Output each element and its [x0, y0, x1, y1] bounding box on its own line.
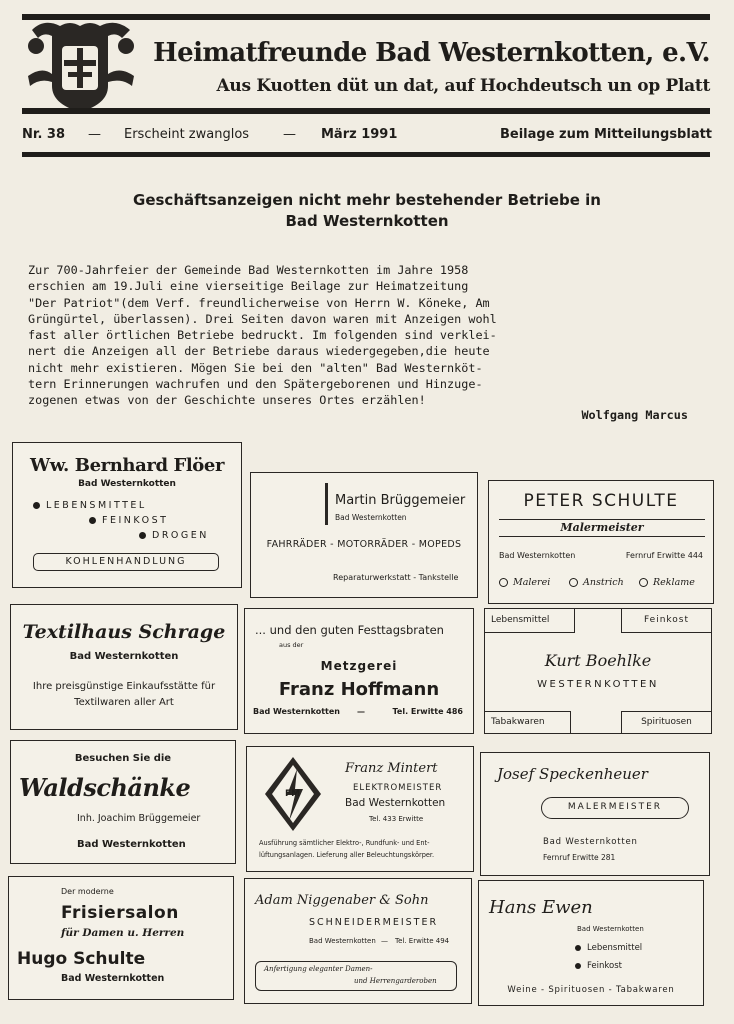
ad-business-name: Textilhaus Schrage — [22, 621, 226, 643]
ad-box-line: Anfertigung eleganter Damen- — [264, 965, 373, 973]
ad-trade: Metzgerei — [320, 659, 398, 673]
ad-place: Bad Westernkotten — [499, 551, 576, 560]
intro-line: Zur 700-Jahrfeier der Gemeinde Bad Westernkotten im Jahre 1958 — [28, 263, 469, 277]
logo-letters: FM — [285, 789, 301, 799]
ad-phone: Tel. 433 Erwitte — [369, 815, 424, 823]
ad-business-name: Hans Ewen — [489, 897, 593, 918]
ad-phone: Fernruf Erwitte 444 — [625, 551, 703, 560]
appearance-note: Erscheint zwanglos — [124, 127, 250, 142]
newsletter-subtitle: Aus Kuotten düt un dat, auf Hochdeutsch un op Platt — [216, 76, 710, 96]
ad-line: Ihre preisgünstige Einkaufsstätte für — [32, 681, 216, 692]
ad-place: Bad Westernkotten — [309, 937, 376, 945]
ad-corner-label: Tabakwaren — [485, 711, 571, 733]
intro-line: fast aller örtlichen Betriebe bedruckt. Im folgenden sind verklei- — [28, 328, 497, 343]
article-heading — [80, 190, 654, 232]
intro-line: erschien am 19.Juli eine vierseitige Beilage zur Heimatzeitung — [28, 279, 469, 294]
ad-place: Bad Westernkotten — [61, 973, 165, 984]
ad-place: Bad Westernkotten — [69, 651, 179, 662]
issue-number: Nr. 38 — [22, 127, 65, 142]
ad-line: Ausführung sämtlicher Elektro-, Rundfunk- und Ent- — [259, 839, 430, 847]
ad-business-name: Kurt Boehlke — [544, 651, 652, 670]
masthead-bottom-rule — [22, 108, 710, 114]
ad-divider — [325, 483, 328, 525]
ad-mintert — [246, 746, 474, 872]
heading-line: Geschäftsanzeigen nicht mehr bestehender Betriebe in — [133, 191, 601, 209]
circle-icon — [639, 578, 648, 587]
intro-line: Grüngürtel, überlassen). Drei Seiten davon waren mit Anzeigen wohl — [28, 311, 497, 326]
ad-item: LEBENSMITTEL — [33, 500, 147, 511]
info-rule — [22, 152, 710, 157]
intro-line: nert die Anzeigen all der Betriebe daraus wiedergegeben,die heute — [28, 344, 490, 359]
circle-icon — [569, 578, 578, 587]
ad-phone: Fernruf Erwitte 281 — [543, 853, 616, 862]
ad-business-name: Franz Hoffmann — [278, 679, 440, 700]
ad-phone: Tel. Erwitte 494 — [395, 937, 450, 945]
ad-item: Feinkost — [575, 961, 622, 971]
ad-brueggemeier — [250, 472, 478, 598]
ad-trade: ELEKTROMEISTER — [353, 783, 443, 793]
ad-item: Lebensmittel — [575, 943, 642, 953]
ad-business-name: Frisiersalon — [61, 903, 179, 923]
intro-line: nicht mehr existieren. Mögen Sie bei den "alten" Bad Westernköt- — [28, 360, 483, 375]
ad-box-line: und Herrengarderoben — [354, 977, 437, 985]
intro-line: "Der Patriot"(dem Verf. freundlicherweise von Herrn W. Köneke, Am — [28, 295, 490, 310]
info-separator: — — [283, 127, 296, 142]
ad-footer: Reparaturwerkstatt - Tankstelle — [333, 573, 459, 582]
info-separator: — — [88, 127, 101, 142]
ad-box — [255, 961, 457, 991]
ad-phone: Tel. Erwitte 486 — [392, 707, 463, 716]
ad-line: Textilwaren aller Art — [74, 697, 174, 708]
ad-schrage — [10, 604, 238, 730]
circle-icon — [499, 578, 508, 587]
ad-speckenheuer — [480, 752, 710, 876]
ad-corner-label: Spirituosen — [621, 711, 711, 733]
ad-item: DROGEN — [139, 530, 209, 541]
ad-business-name: Waldschänke — [19, 773, 191, 802]
ad-line: lüftungsanlagen. Lieferung aller Beleuchtungskörper. — [259, 851, 435, 859]
ad-separator: — — [357, 707, 365, 716]
heading-line: Bad Westernkotten — [285, 212, 449, 230]
author-name: Wolfgang Marcus — [581, 408, 688, 422]
intro-line: tern Erinnerungen wachrufen und den Spätergeborenen und Hinzuge- — [28, 377, 483, 392]
ad-owner: Inh. Joachim Brüggemeier — [77, 813, 201, 824]
ad-business-name: Adam Niggenaber & Sohn — [255, 893, 429, 908]
bullet-icon — [33, 502, 40, 509]
newsletter-title: Heimatfreunde Bad Westernkotten, e.V. — [153, 38, 710, 68]
ad-slogan: ... und den guten Festtagsbraten — [255, 623, 444, 637]
ad-hoffmann — [244, 608, 474, 734]
ad-peter-schulte — [488, 480, 714, 604]
ad-separator: — — [381, 937, 388, 945]
bullet-icon — [575, 945, 581, 951]
ad-box-label: MALERMEISTER — [541, 797, 689, 819]
ad-boehlke — [484, 608, 712, 734]
ad-footer: Weine - Spirituosen - Tabakwaren — [507, 985, 675, 995]
ad-place: Bad Westernkotten — [78, 479, 176, 489]
ad-line: aus der — [279, 641, 304, 649]
ad-business-name: Ww. Bernhard Flöer — [29, 455, 225, 476]
ad-place: Bad Westernkotten — [77, 839, 186, 850]
bullet-icon — [139, 532, 146, 539]
ad-box-label: KOHLENHANDLUNG — [33, 553, 219, 571]
intro-line: zogenen etwas von der Geschichte unseres Ortes erzählen! — [28, 393, 426, 408]
ad-place: Bad Westernkotten — [335, 513, 407, 522]
ad-service: Reklame — [639, 577, 695, 588]
ad-trade: SCHNEIDERMEISTER — [309, 917, 439, 928]
ad-place: Bad Westernkotten — [543, 837, 638, 847]
ad-service: Malerei — [499, 577, 550, 588]
issue-date: März 1991 — [321, 127, 398, 142]
ad-line: FAHRRÄDER - MOTORRÄDER - MOPEDS — [266, 539, 462, 550]
ad-service: Anstrich — [569, 577, 624, 588]
ad-business-name: Martin Brüggemeier — [335, 493, 466, 508]
ad-owner: Hugo Schulte — [17, 949, 146, 969]
ad-ewen — [478, 880, 704, 1006]
ad-place: Bad Westernkotten — [345, 797, 446, 809]
ad-place: Bad Westernkotten — [253, 707, 340, 716]
ad-waldschaenke — [10, 740, 236, 864]
supplement-note: Beilage zum Mitteilungsblatt — [500, 127, 713, 142]
ad-corner-label: Lebensmittel — [485, 609, 575, 633]
ad-niggenaber — [244, 878, 472, 1004]
intro-text — [28, 262, 712, 409]
ad-business-name: Franz Mintert — [345, 761, 438, 776]
ad-intro: Besuchen Sie die — [74, 753, 172, 764]
bullet-icon — [89, 517, 96, 524]
coat-of-arms-icon — [22, 16, 140, 114]
ad-subtitle: für Damen u. Herren — [61, 927, 185, 939]
ad-corner-label: Feinkost — [621, 609, 711, 633]
ad-place: Bad Westernkotten — [577, 925, 644, 933]
ad-business-name: Josef Speckenheuer — [497, 765, 648, 783]
ad-business-name: PETER SCHULTE — [523, 491, 679, 511]
ad-item: FEINKOST — [89, 515, 168, 526]
ad-trade: Malermeister — [499, 519, 705, 537]
ad-place: WESTERNKOTTEN — [537, 679, 659, 690]
bullet-icon — [575, 963, 581, 969]
masthead — [22, 14, 710, 120]
ad-intro: Der moderne — [61, 887, 114, 896]
ad-floer — [12, 442, 242, 588]
ad-frisiersalon — [8, 876, 234, 1000]
